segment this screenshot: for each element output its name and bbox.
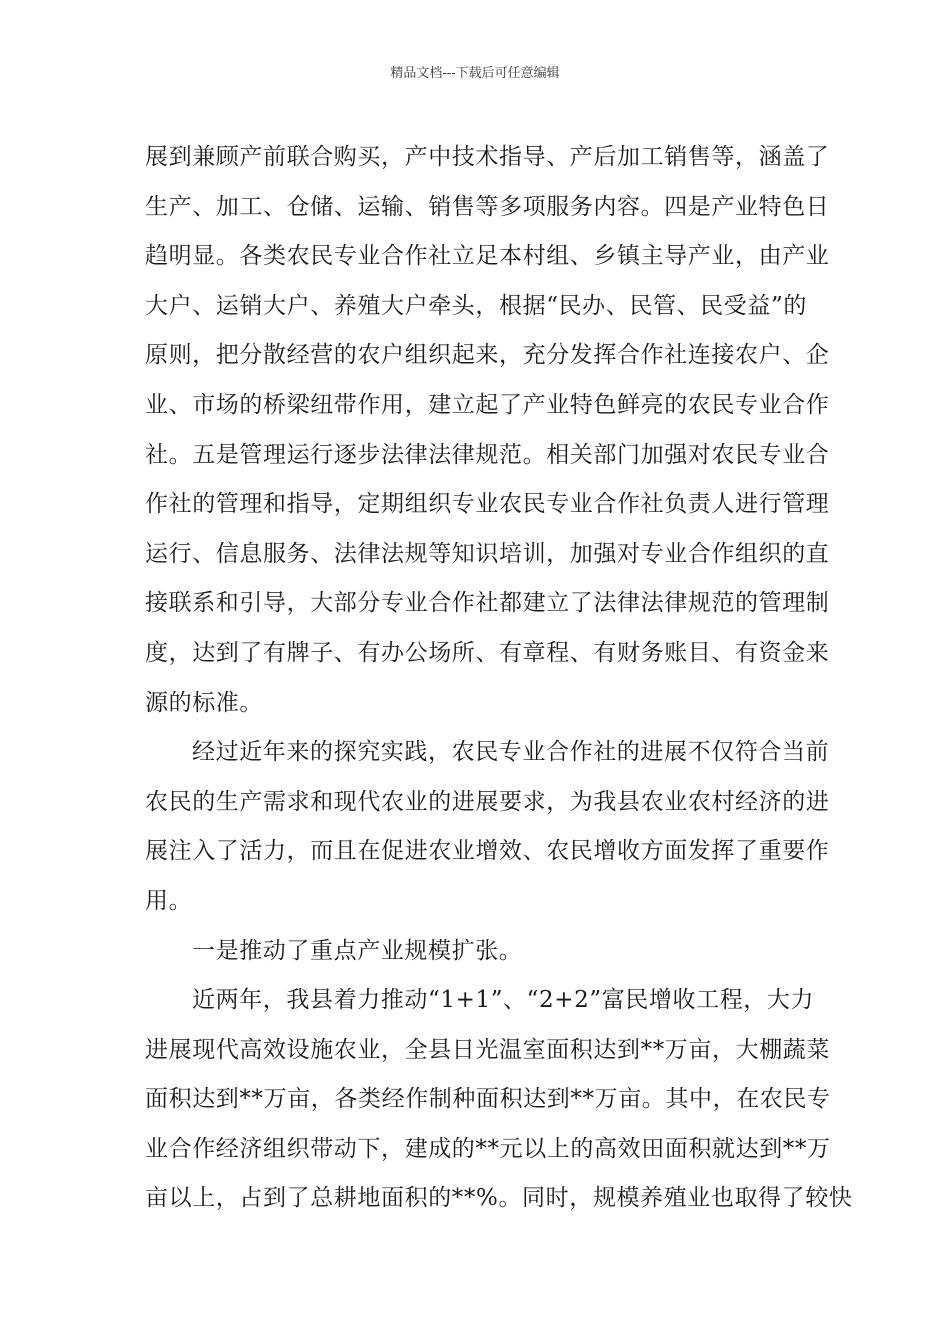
text-line: 社。五是管理运行逐步法律法律规范。相关部门加强对农民专业合 (145, 441, 830, 468)
page-header: 精品文档---下载后可任意编辑 (390, 66, 560, 81)
text-line: 展注入了活力，而且在促进农业增效、农民增收方面发挥了重要作 (145, 838, 830, 865)
text-line: 度，达到了有牌子、有办公场所、有章程、有财务账目、有资金来 (145, 639, 830, 666)
text-line: 展到兼顾产前联合购买，产中技术指导、产后加工销售等，涵盖了 (145, 144, 830, 170)
text-line: 作社的管理和指导，定期组织专业农民专业合作社负责人进行管理 (145, 491, 830, 518)
text-line: 运行、信息服务、法律法规等知识培训，加强对专业合作组织的直 (145, 540, 830, 567)
text-line: 一是推动了重点产业规模扩张。 (192, 937, 523, 964)
text-line: 接联系和引导，大部分专业合作社都建立了法律法律规范的管理制 (145, 590, 830, 617)
paragraph (145, 728, 830, 926)
paragraph (145, 133, 830, 728)
text-line: 近两年，我县着力推动“1+1”、“2+2”富民增收工程，大力 (192, 987, 815, 1014)
text-line: 进展现代高效设施农业，全县日光温室面积达到**万亩，大棚蔬菜 (145, 1036, 830, 1063)
text-line: 趋明显。各类农民专业合作社立足本村组、乡镇主导产业，由产业 (145, 243, 830, 270)
text-line: 经过近年来的探究实践，农民专业合作社的进展不仅符合当前 (192, 739, 830, 766)
paragraph (145, 927, 805, 977)
text-line: 业、市场的桥梁纽带作用，建立起了产业特色鲜亮的农民专业合作 (145, 391, 830, 418)
text-line: 原则，把分散经营的农户组织起来，充分发挥合作社连接农户、企 (145, 342, 830, 369)
text-line: 亩以上，占到了总耕地面积的**%。同时，规模养殖业也取得了较快 (145, 1185, 853, 1212)
text-line: 用。 (145, 887, 193, 914)
text-line: 业合作经济组织带动下，建成的**元以上的高效田面积就达到**万 (145, 1135, 831, 1162)
text-line: 大户、运销大户、养殖大户牵头，根据“民办、民管、民受益”的 (145, 292, 807, 319)
text-line: 生产、加工、仓储、运输、销售等多项服务内容。四是产业特色日 (145, 193, 830, 220)
text-line: 面积达到**万亩，各类经作制种面积达到**万亩。其中，在农民专 (145, 1086, 831, 1113)
document-body (145, 133, 853, 1224)
text-line: 源的标准。 (145, 689, 263, 716)
text-line: 农民的生产需求和现代农业的进展要求，为我县农业农村经济的进 (145, 788, 830, 815)
paragraph (145, 976, 853, 1224)
